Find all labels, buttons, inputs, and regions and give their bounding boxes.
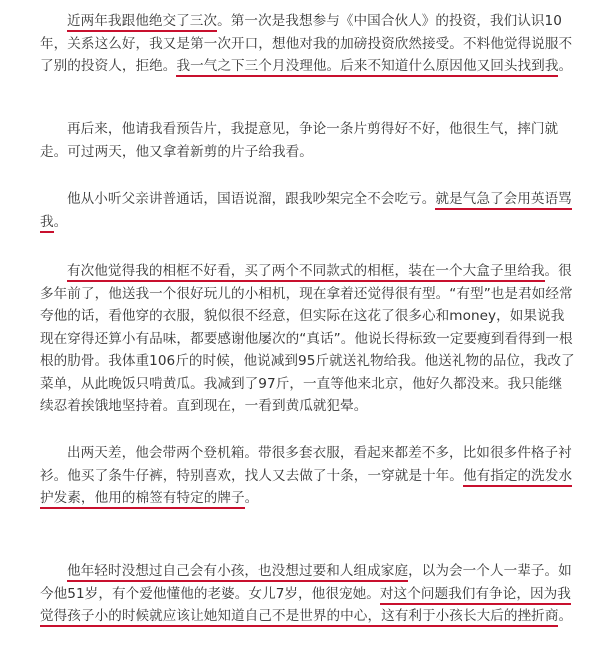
paragraph-text: 。	[558, 608, 573, 624]
highlight-phrase: 有次他觉得我的相框不好看，买了两个不同款式的相框，装在一个大盒子里给我	[67, 263, 545, 282]
paragraph-1	[40, 10, 575, 78]
paragraph-text: 。	[244, 490, 259, 506]
highlight-phrase: 他年轻时没想过自己会有小孩，也没想过要和人组成家庭	[67, 563, 408, 582]
paragraph-text: 。第一次是我想参与《中国合伙人》的投资，我们认识10年，关系这么好，我又是第一次开口，想他对我的加磅投资欣然接受。不料他觉得说服不了别的投资人，拒绝。	[40, 13, 573, 74]
paragraph-text: 。很多年前了，他送我一个很好玩儿的小相机，现在拿着还觉得很有型。“有型”也是君如经常夸他的话，看他穿的衣服，貌似很不经意，但实际在这花了很多心和money，如果说我现在穿得还算小有品味，都要感谢他屡次的“真话”。他说长得标致一定要瘦到看得到一根根的肋骨。我体重106斤的时候，他说减到95斤就送礼物给我。他送礼物的品位，我改了菜单，从此晚饭只啃黄瓜。我减到了97斤，一直等他来北京，他好久都没来。我只能继续忍着挨饿地坚持着。直到现在，一看到黄瓜就犯晕。	[40, 263, 575, 414]
paragraph-text: 。	[558, 58, 573, 74]
paragraph-text: ，以为会一个人一辈子。如今他51岁，有个爱他懂他的老婆。女儿7岁，他很宠她。	[40, 563, 572, 602]
paragraph-text: 再后来，他请我看预告片，我提意见，争论一条片剪得好不好，他很生气，摔门就走。可过两天，他又拿着新剪的片子给我看。	[40, 121, 559, 160]
paragraph-2	[40, 118, 575, 163]
paragraph-5	[40, 442, 575, 510]
paragraph-text: 。	[53, 213, 68, 230]
highlight-phrase: 他有指定的洗发水护发素，他用的棉签有特定的牌子	[40, 468, 572, 510]
paragraph-3	[40, 188, 575, 233]
paragraph-text: 出两天差，他会带两个登机箱。带很多套衣服，看起来都差不多，比如很多件格子衬衫。他买了条牛仔裤，特别喜欢，找人又去做了十条，一穿就是十年。	[40, 445, 572, 484]
paragraph-6	[40, 560, 575, 628]
paragraph-text: 他从小听父亲讲普通话，国语说溜，跟我吵架完全不会吃亏。	[67, 191, 436, 207]
highlight-phrase: 近两年我跟他绝交了三次	[67, 13, 217, 32]
highlight-phrase: 就是气急了会用英语骂我	[40, 191, 572, 233]
highlight-phrase: 对这个问题我们有争论，因为我觉得孩子小的时候就应该让她知道自己不是世界的中心，这有利于小孩长大后的挫折商	[40, 586, 571, 628]
paragraph-4	[40, 260, 575, 418]
highlight-phrase: 我一气之下三个月没理他。后来不知道什么原因他又回头找到我	[176, 58, 558, 77]
